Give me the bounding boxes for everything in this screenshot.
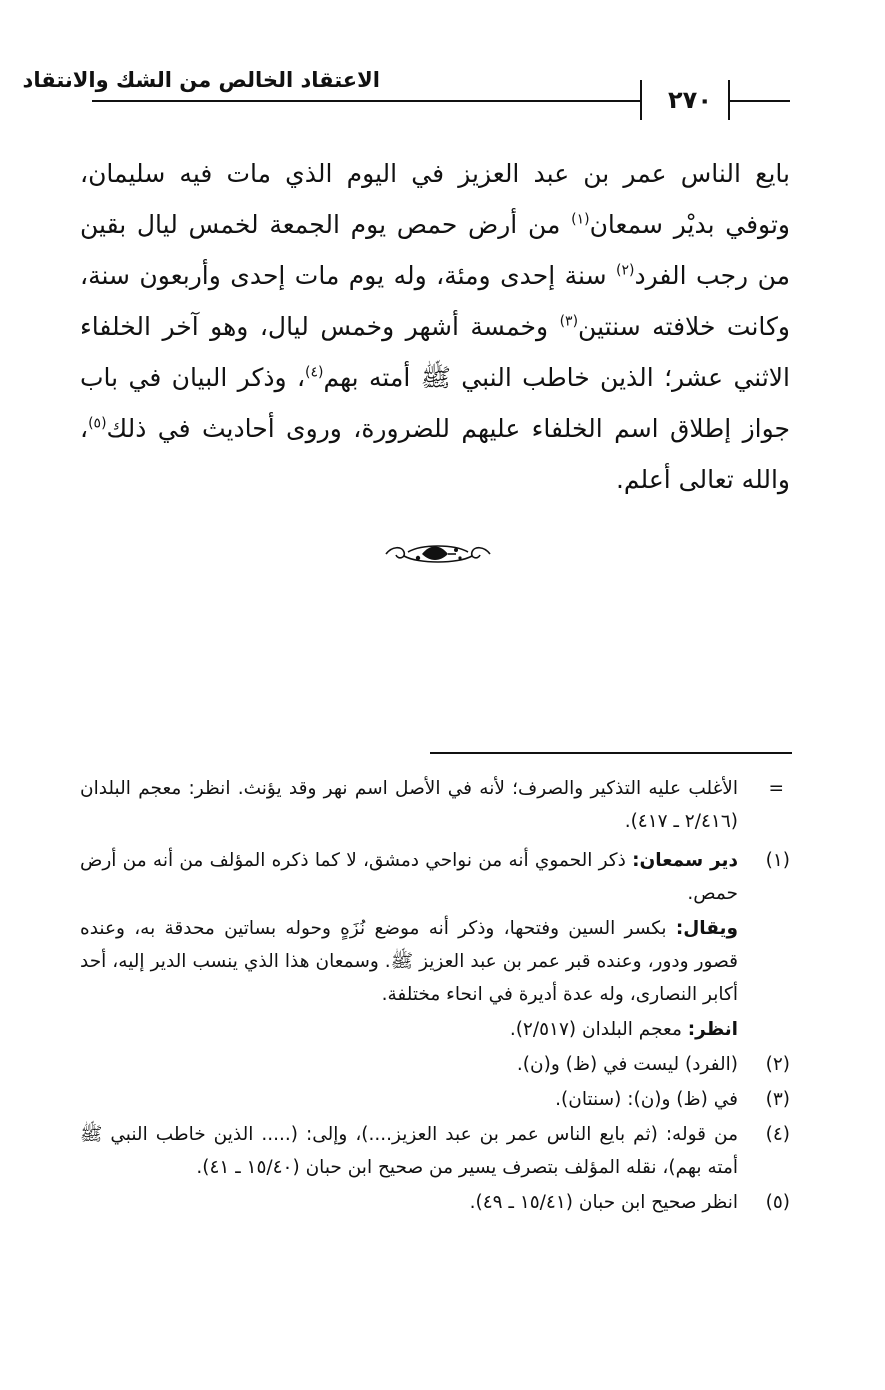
footnote-lead: ويقال: (675, 918, 738, 939)
continuation-mark: = (768, 778, 784, 799)
footnote-ref-3[interactable]: (٣) (559, 313, 579, 330)
footnote-lead: دير سمعان: (632, 850, 738, 871)
footnote-text: من قوله: (ثم بايع الناس عمر بن عبد العزيز....)، وإلى: (..... الذين خاطب النبي ﷺ أمته بهم)، نقله المؤلف بتصرف يسير من صحيح ابن حبان (١٥/٤٠ ـ ٤١). (80, 1124, 738, 1178)
footnote-text: ذكر الحموي أنه من نواحي دمشق، لا كما ذكره المؤلف من أنه من أرض حمص. (80, 850, 738, 904)
footnote-text: بكسر السين وفتحها، وذكر أنه موضع نُزَهٍ وحوله بساتين محدقة به، وعنده قصور ودور، وعنده قبر عمر بن عبد العزيز ﷺ. وسمعان هذا الذي ينسب الدير إليه، أحد أكابر النصارى، وله عدة أديرة في انحاء مختلفة. (80, 918, 738, 1005)
floral-ornament-icon (378, 536, 498, 572)
page-number: ٢٧٠ (668, 86, 712, 114)
footnote-number: (٣) (765, 1089, 790, 1110)
footnote-5 (80, 1186, 790, 1219)
footnote-ref-2[interactable]: (٢) (615, 262, 635, 279)
footnote-1 (80, 844, 790, 1046)
running-header-title: الاعتقاد الخالص من الشك والانتقاد (22, 68, 380, 92)
footnote-lead: انظر: (687, 1019, 738, 1040)
footnote-text: الأغلب عليه التذكير والصرف؛ لأنه في الأصل اسم نهر وقد يؤنث. انظر: معجم البلدان (٢/٤١٦ ـ ٤١٧). (80, 778, 738, 832)
footnote-text: انظر صحيح ابن حبان (١٥/٤١ ـ ٤٩). (469, 1192, 738, 1213)
footnote-paragraph (80, 1013, 738, 1046)
footnote-4 (80, 1118, 790, 1184)
header-rule-right (728, 100, 790, 102)
body-text-part: بايع الناس عمر بن عبد العزيز في اليوم الذي مات فيه سليمان، وتوفي بديْر سمعان (80, 159, 790, 239)
footnote-number: (٥) (765, 1192, 790, 1213)
footnote-text: في (ظ) و(ن): (سنتان). (555, 1089, 738, 1110)
footnote-ref-4[interactable]: (٤) (305, 364, 324, 381)
footnote-separator (430, 752, 792, 754)
footnote-number: (١) (765, 850, 790, 871)
body-text-part: سنة إحدى ومئة، وله يوم مات إحدى وأربعون سنة، وكانت خلافته سنتين (80, 261, 791, 341)
footnote-text: (الفرد) ليست في (ظ) و(ن). (516, 1054, 738, 1075)
footnote-paragraph (80, 912, 738, 1011)
footnote-number: (٤) (765, 1124, 790, 1145)
footnote-paragraph (80, 844, 738, 910)
body-text-part: من أرض حمص يوم الجمعة لخمس ليال بقين من رجب الفرد (80, 210, 790, 290)
footnote-text: معجم البلدان (٢/٥١٧). (509, 1019, 688, 1040)
footnotes (80, 772, 790, 1219)
footnote-ref-1[interactable]: (١) (571, 211, 590, 228)
body-text-part: وخمسة أشهر وخمس ليال، وهو آخر الخلفاء الاثني عشر؛ الذين خاطب النبي ﷺ أمته بهم (80, 312, 790, 392)
header-rule (92, 100, 640, 102)
header-divider-right (640, 80, 642, 120)
footnote-continuation (80, 772, 790, 838)
main-paragraph (80, 148, 790, 505)
footnote-3 (80, 1083, 790, 1116)
footnote-2 (80, 1048, 790, 1081)
body-text-part: ، وذكر البيان في باب جواز إطلاق اسم الخلفاء عليهم للضرورة، وروى أحاديث في ذلك (80, 363, 790, 443)
footnote-ref-5[interactable]: (٥) (88, 415, 107, 432)
body-text-part: ، والله تعالى أعلم. (80, 414, 790, 494)
footnote-number: (٢) (765, 1054, 790, 1075)
